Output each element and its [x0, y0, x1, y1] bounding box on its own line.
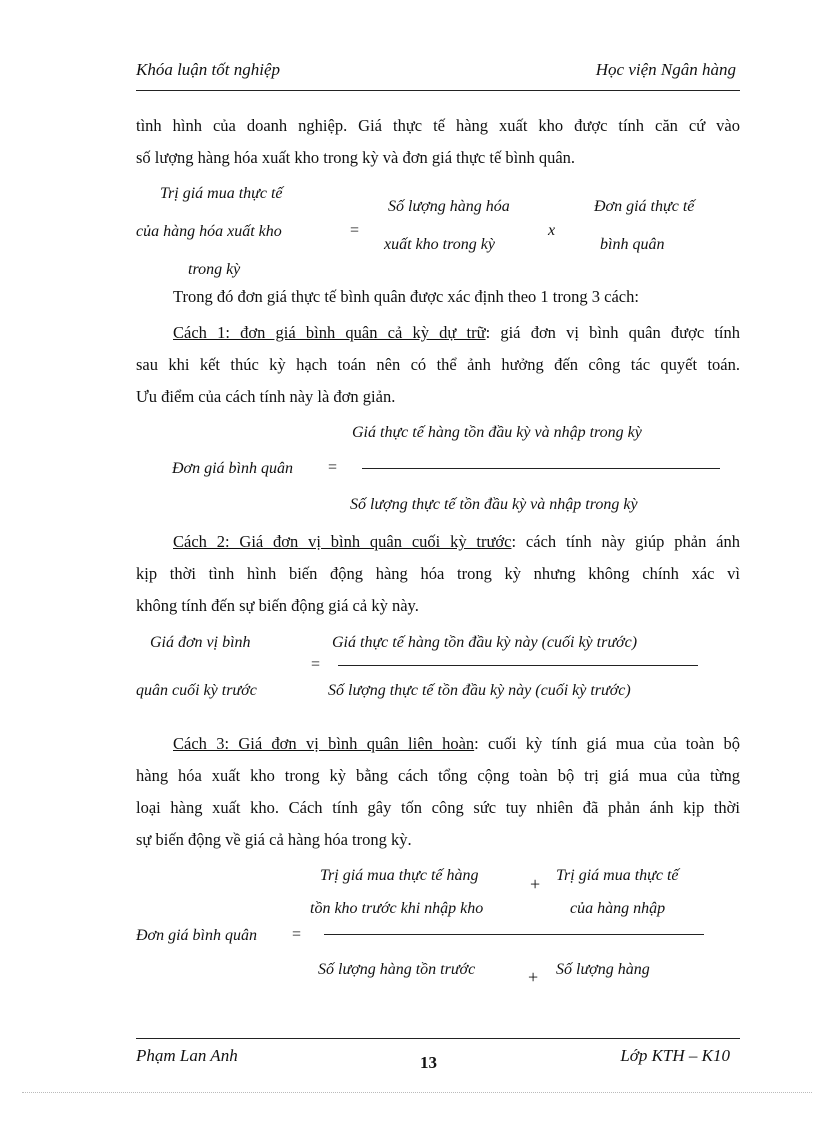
header-left: Khóa luận tốt nghiệp: [136, 60, 281, 79]
method2-line-3: không tính đến sự biến động giá cả kỳ này.: [136, 596, 419, 615]
m3-num-b-1: Trị giá mua thực tế: [556, 867, 679, 884]
m2-lhs-1: Giá đơn vị bình: [150, 634, 251, 651]
header-right: Học viện Ngân hàng: [595, 60, 736, 79]
m2-denominator: Số lượng thực tế tồn đầu kỳ này (cuối kỳ trước): [328, 682, 631, 699]
method1-line-1-rest: : giá đơn vị bình quân được tính: [485, 323, 741, 342]
m3-num-b-2: của hàng nhập: [570, 900, 666, 917]
method2-title: Cách 2: Giá đơn vị bình quân cuối kỳ trước: [173, 532, 512, 551]
method3-title: Cách 3: Giá đơn vị bình quân liên hoàn: [173, 734, 475, 753]
footer-rule: [136, 1038, 740, 1039]
method3-line-4: sự biến động về giá cả hàng hóa trong kỳ.: [136, 830, 412, 849]
method3-line-3: loại hàng xuất kho. Cách tính gây tốn công sức tuy nhiên đã phản ánh kịp thời: [136, 798, 740, 817]
methods-intro: Trong đó đơn giá thực tế bình quân được xác định theo 1 trong 3 cách:: [173, 287, 639, 306]
method1-line-1: [136, 323, 740, 343]
m3-num-a-2: tồn kho trước khi nhập kho: [310, 900, 484, 917]
method2-line-2: kịp thời tình hình biến động hàng hóa trong kỳ nhưng không chính xác vì: [136, 564, 740, 583]
f1-lhs-1: Trị giá mua thực tế: [160, 185, 283, 202]
method1-line-3: Ưu điểm của cách tính này là đơn giản.: [136, 387, 396, 406]
page-edge-dotted-line: [22, 1092, 812, 1093]
f1-equals: =: [350, 222, 360, 239]
f1-rhs-1: Đơn giá thực tế: [594, 198, 695, 215]
method3-line-1-rest: : cuối kỳ tính giá mua của toàn bộ: [474, 734, 740, 753]
f1-mid-1: Số lượng hàng hóa: [388, 198, 510, 215]
m3-fraction-bar: [324, 934, 704, 935]
m3-den-a: Số lượng hàng tồn trước: [318, 961, 476, 978]
m1-denominator: Số lượng thực tế tồn đầu kỳ và nhập trong kỳ: [350, 496, 638, 513]
method1-line-2: sau khi kết thúc kỳ hạch toán nên có thể ảnh hưởng đến công tác quyết toán.: [136, 355, 740, 374]
header-rule: [136, 90, 740, 91]
m2-numerator: Giá thực tế hàng tồn đầu kỳ này (cuối kỳ trước): [332, 634, 638, 651]
f1-lhs-3: trong kỳ: [188, 261, 241, 278]
m1-numerator: Giá thực tế hàng tồn đầu kỳ và nhập trong kỳ: [352, 424, 642, 441]
m1-lhs: Đơn giá bình quân: [172, 460, 293, 477]
m1-equals: =: [328, 459, 338, 476]
m3-num-a-1: Trị giá mua thực tế hàng: [320, 867, 479, 884]
method1-title: Cách 1: đơn giá bình quân cả kỳ dự trữ: [173, 323, 486, 342]
method2-line-1: [136, 532, 740, 552]
f1-times: x: [548, 222, 556, 239]
page-number: 13: [420, 1053, 437, 1072]
method3-line-1: [136, 734, 740, 754]
f1-lhs-2: của hàng hóa xuất kho: [136, 223, 282, 240]
method3-line-2: hàng hóa xuất kho trong kỳ bằng cách tổng cộng toàn bộ trị giá mua của từng: [136, 766, 740, 785]
intro-line-1: tình hình của doanh nghiệp. Giá thực tế hàng xuất kho được tính căn cứ vào: [136, 116, 740, 135]
intro-line-2: số lượng hàng hóa xuất kho trong kỳ và đơn giá thực tế bình quân.: [136, 148, 576, 167]
m3-lhs: Đơn giá bình quân: [136, 927, 257, 944]
m2-fraction-bar: [338, 665, 698, 666]
m2-lhs-2: quân cuối kỳ trước: [136, 682, 257, 699]
m3-den-plus: +: [528, 967, 539, 987]
m3-equals: =: [292, 926, 302, 943]
m3-num-plus: +: [530, 874, 541, 894]
footer-left: Phạm Lan Anh: [136, 1046, 238, 1065]
footer-right: Lớp KTH – K10: [620, 1046, 730, 1065]
method2-line-1-rest: : cách tính này giúp phản ánh: [511, 532, 740, 551]
m2-equals: =: [311, 656, 321, 673]
m1-fraction-bar: [362, 468, 720, 469]
f1-mid-2: xuất kho trong kỳ: [384, 236, 495, 253]
m3-den-b: Số lượng hàng: [556, 961, 650, 978]
f1-rhs-2: bình quân: [600, 236, 665, 253]
